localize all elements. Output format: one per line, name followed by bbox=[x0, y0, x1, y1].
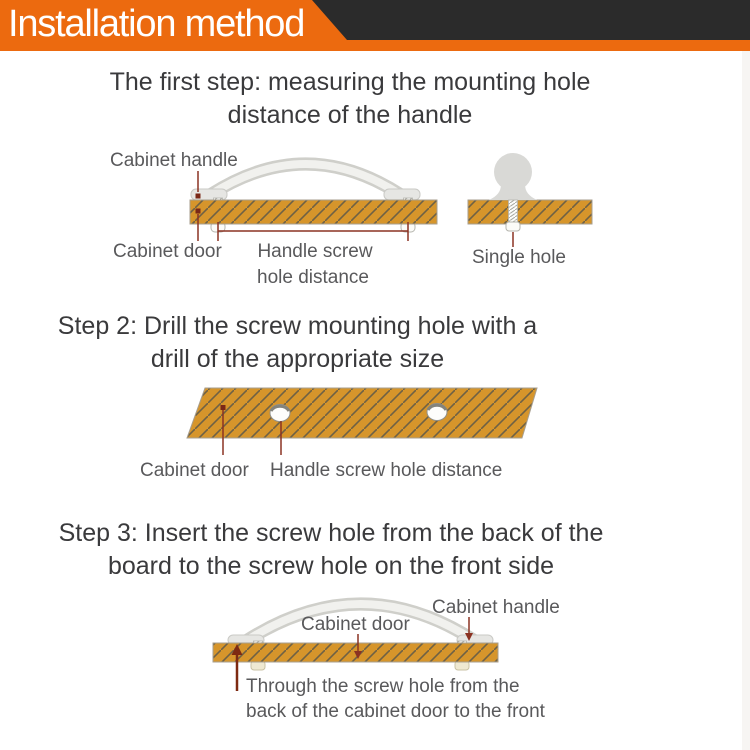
screw-distance-label: Handle screw hole distance bbox=[270, 460, 503, 481]
drilled-hole-left bbox=[270, 405, 290, 422]
cabinet-door-label: Cabinet door bbox=[113, 241, 222, 262]
cabinet-door-board-left bbox=[190, 200, 437, 224]
header-banner bbox=[0, 0, 750, 51]
step2-heading-line2: drill of the appropriate size bbox=[150, 345, 445, 373]
cabinet-door-callout bbox=[196, 209, 201, 242]
cabinet-door-board bbox=[187, 388, 537, 438]
screw-distance-dimension bbox=[218, 222, 408, 241]
step1-heading bbox=[0, 66, 700, 132]
step3-heading-line2: board to the screw hole on the front side bbox=[107, 552, 555, 580]
cabinet-handle-label: Cabinet handle bbox=[110, 150, 238, 171]
step2-diagram bbox=[0, 380, 750, 490]
through-hole-note-line1: Through the screw hole from the bbox=[246, 676, 520, 697]
cabinet-door-label: Cabinet door bbox=[301, 614, 410, 635]
step3-heading-line1: Step 3: Insert the screw hole from the back of the bbox=[58, 519, 604, 547]
cabinet-door-board-right bbox=[468, 200, 592, 224]
step1-diagram bbox=[0, 140, 750, 290]
cabinet-handle-callout bbox=[196, 171, 201, 199]
single-hole-label: Single hole bbox=[471, 247, 567, 268]
cabinet-door-label: Cabinet door bbox=[140, 460, 249, 481]
step3-heading bbox=[0, 517, 662, 583]
step2-heading-line1: Step 2: Drill the screw mounting hole with a bbox=[57, 312, 538, 340]
through-hole-note-line2: back of the cabinet door to the front bbox=[246, 701, 545, 722]
page-title: Installation method bbox=[8, 2, 305, 45]
step2-heading bbox=[0, 310, 595, 376]
step3-diagram bbox=[0, 590, 750, 735]
step1-heading-line2: distance of the handle bbox=[227, 101, 473, 129]
drilled-hole-right bbox=[427, 404, 447, 421]
step1-heading-line1: The first step: measuring the mounting hole bbox=[109, 68, 591, 96]
screw-distance-label-line1: Handle screw bbox=[257, 241, 373, 262]
cabinet-handle-label: Cabinet handle bbox=[432, 597, 560, 618]
screw-distance-label-line2: hole distance bbox=[257, 267, 369, 288]
